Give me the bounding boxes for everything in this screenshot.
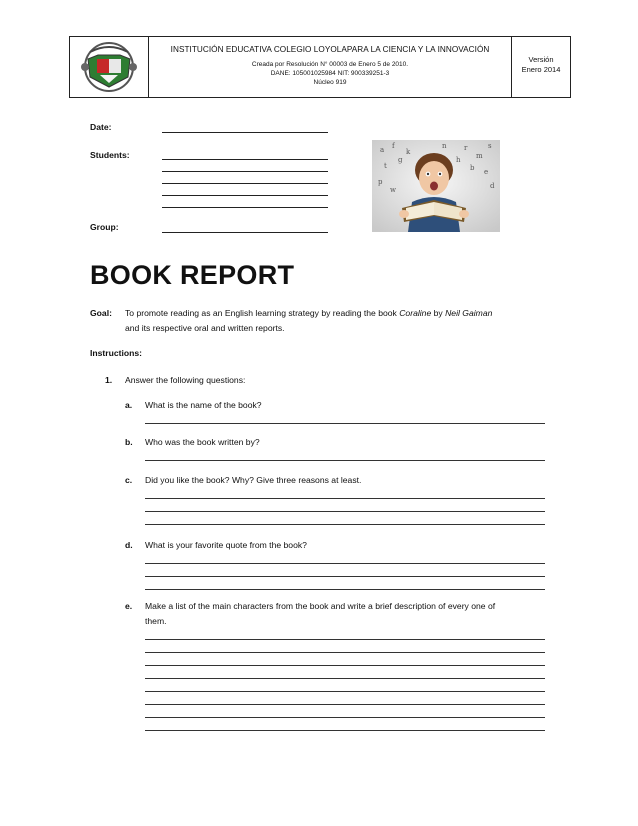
svg-text:g: g — [398, 156, 403, 164]
logo-cell — [70, 37, 149, 97]
svg-text:a: a — [380, 146, 385, 154]
answer-line[interactable] — [145, 576, 545, 577]
answer-line[interactable] — [145, 665, 545, 666]
svg-text:n: n — [442, 142, 447, 150]
question-text-continued: them. — [145, 616, 167, 626]
goal-line-1 — [125, 306, 492, 321]
svg-text:k: k — [406, 148, 411, 156]
resolution-text: Creada por Resolución N° 00003 de Enero 5 de 2010. — [251, 61, 409, 68]
date-label: Date: — [90, 122, 112, 132]
question-letter: c. — [125, 475, 133, 485]
question-letter: e. — [125, 601, 133, 611]
goal-label: Goal: — [90, 308, 112, 318]
student-field[interactable] — [162, 195, 328, 196]
dane-nit-text: DANE: 105001025984 NIT: 900339251-3 — [270, 70, 390, 77]
answer-line[interactable] — [145, 730, 545, 731]
svg-text:t: t — [384, 162, 387, 170]
svg-text:r: r — [464, 144, 468, 152]
svg-text:w: w — [390, 186, 396, 194]
svg-text:h: h — [456, 156, 461, 164]
version-value: Enero 2014 — [521, 65, 561, 74]
question-text: Make a list of the main characters from the book and write a brief description of every one of — [145, 601, 496, 611]
instructions-label: Instructions: — [90, 348, 143, 358]
student-field[interactable] — [162, 171, 328, 172]
institution-cell — [149, 37, 512, 97]
group-label: Group: — [90, 222, 119, 232]
answer-line[interactable] — [145, 498, 545, 499]
version-cell — [512, 37, 570, 97]
goal-by: by — [431, 308, 446, 318]
answer-line[interactable] — [145, 678, 545, 679]
version-label: Versión — [528, 55, 554, 64]
answer-line[interactable] — [145, 423, 545, 424]
goal-text: To promote reading as an English learning strategy by reading the book — [125, 308, 400, 318]
school-logo — [70, 37, 148, 97]
svg-text:f: f — [392, 142, 395, 150]
student-field[interactable] — [162, 159, 328, 160]
question-letter: b. — [125, 437, 133, 447]
svg-text:m: m — [476, 152, 483, 160]
svg-text:d: d — [490, 182, 495, 190]
question-text: What is your favorite quote from the book? — [145, 540, 307, 550]
students-label: Students: — [90, 150, 130, 160]
svg-text:p: p — [378, 178, 383, 186]
question-letter: d. — [125, 540, 133, 550]
student-field[interactable] — [162, 183, 328, 184]
question-text: What is the name of the book? — [145, 400, 262, 410]
svg-text:s: s — [488, 142, 492, 150]
student-field[interactable] — [162, 207, 328, 208]
document-header — [69, 36, 571, 98]
answer-line[interactable] — [145, 652, 545, 653]
goal-line-2: and its respective oral and written reports. — [125, 323, 285, 333]
author-name: Neil Gaiman — [445, 308, 493, 318]
item-number: 1. — [105, 375, 113, 385]
answer-line[interactable] — [145, 589, 545, 590]
page-title: BOOK REPORT — [90, 260, 295, 290]
answer-line[interactable] — [145, 511, 545, 512]
answer-line[interactable] — [145, 563, 545, 564]
institution-name: INSTITUCIÓN EDUCATIVA COLEGIO LOYOLAPARA LA CIENCIA Y LA INNOVACIÓN — [170, 45, 490, 54]
svg-text:b: b — [470, 164, 475, 172]
answer-line[interactable] — [145, 639, 545, 640]
group-field[interactable] — [162, 232, 328, 233]
answer-line[interactable] — [145, 704, 545, 705]
question-letter: a. — [125, 400, 133, 410]
item-text: Answer the following questions: — [125, 375, 246, 385]
book-title: Coraline — [399, 308, 432, 318]
boy-reading-photo — [372, 140, 500, 232]
answer-line[interactable] — [145, 524, 545, 525]
svg-text:e: e — [484, 168, 489, 176]
date-field[interactable] — [162, 132, 328, 133]
question-text: Did you like the book? Why? Give three reasons at least. — [145, 475, 362, 485]
question-text: Who was the book written by? — [145, 437, 260, 447]
answer-line[interactable] — [145, 691, 545, 692]
answer-line[interactable] — [145, 460, 545, 461]
nucleo-text: Núcleo 919 — [313, 79, 347, 86]
answer-line[interactable] — [145, 717, 545, 718]
